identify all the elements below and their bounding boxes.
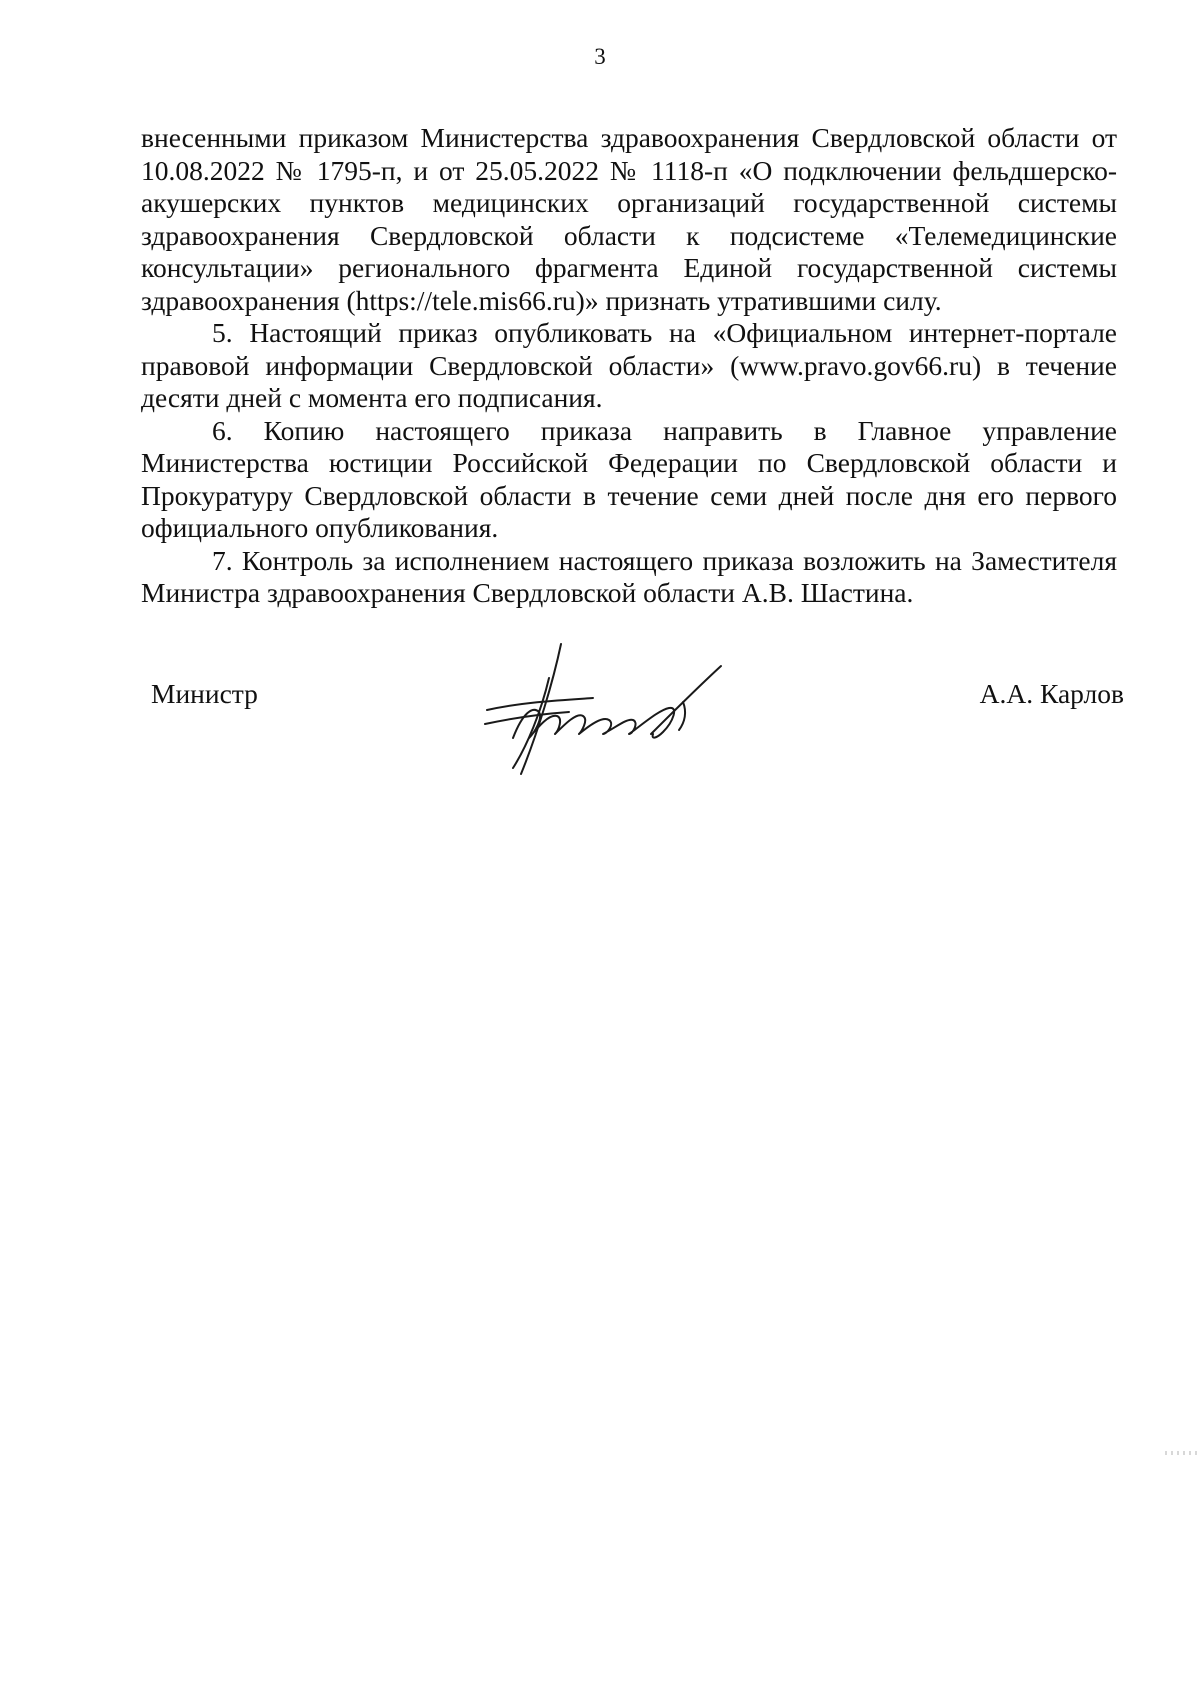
page-number: 3	[594, 44, 606, 69]
signer-name: А.А. Карлов	[979, 678, 1124, 709]
paragraph-7: 7. Контроль за исполнением настоящего приказа возложить на Заместителя Министра здравоохранения Свердловской области А.В. Шастина.	[141, 544, 1117, 608]
paragraph-6: 6. Копию настоящего приказа направить в Главное управление Министерства юстиции Российской Федерации по Свердловской области и Прокуратуру Свердловской области в течение семи дней после дня его первого официального опубликования.	[141, 414, 1117, 543]
paragraph-5: 5. Настоящий приказ опубликовать на «Официальном интернет-портале правовой информации Свердловской области» (www.pravo.gov66.ru) в течение десяти дней с момента его подписания.	[141, 317, 1117, 413]
signature-block	[0, 660, 1200, 790]
handwritten-signature	[483, 642, 743, 792]
document-body	[141, 122, 1117, 610]
scan-artifact	[1165, 1451, 1200, 1455]
signer-title: Министр	[151, 678, 258, 709]
paragraph-4-continuation: внесенными приказом Министерства здравоохранения Свердловской области от 10.08.2022 № 1795-п, и от 25.05.2022 № 1118-п «О подключении фельдшерско-акушерских пунктов медицинских организаций государственной системы здравоохранения Свердловской области к подсистеме «Телемедицинские консультации» регионального фрагмента Единой государственной системы здравоохранения (https://tele.mis66.ru)» признать утратившими силу.	[141, 122, 1117, 316]
